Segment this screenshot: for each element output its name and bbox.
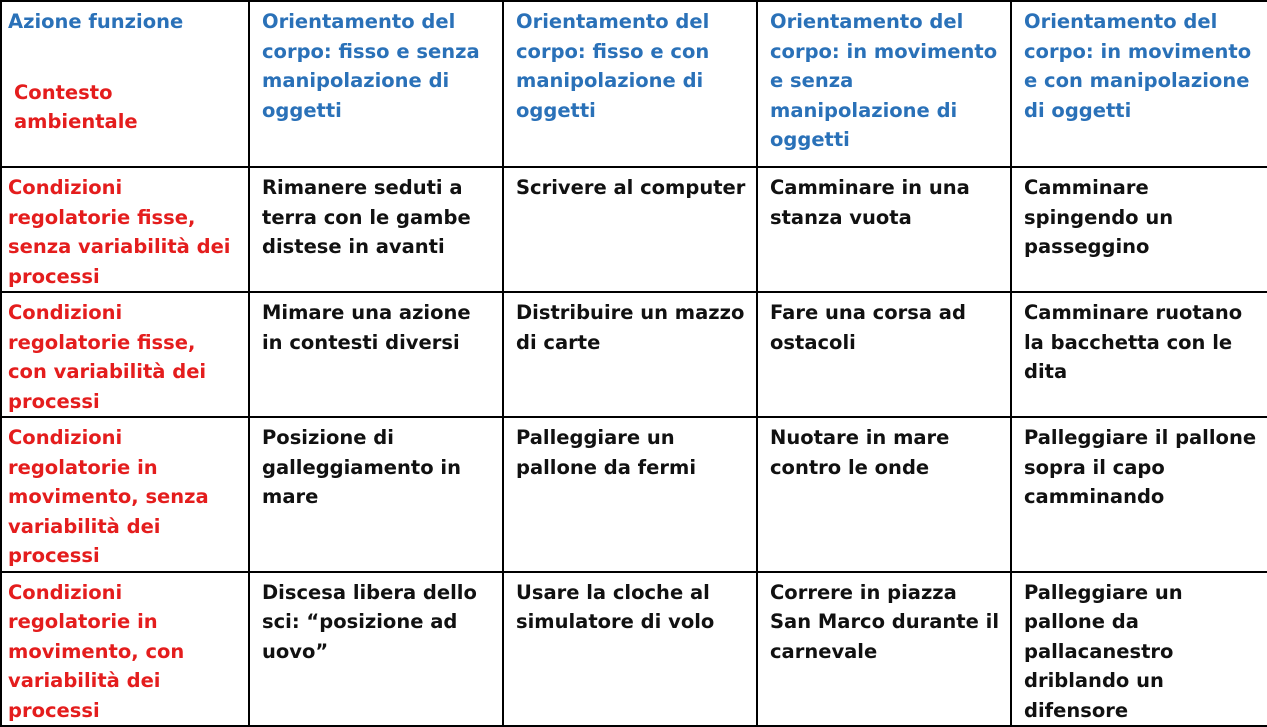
- row-header: Condizioni regolatorie fisse, senza variabilità dei processi: [1, 167, 249, 292]
- environmental-context-label: Contesto ambientale: [14, 80, 138, 133]
- table-cell: Fare una corsa ad ostacoli: [757, 292, 1011, 417]
- table-cell: Discesa libera dello sci: “posizione ad uovo”: [249, 572, 503, 727]
- corner-cell: [1, 1, 249, 167]
- table-cell: Rimanere seduti a terra con le gambe distese in avanti: [249, 167, 503, 292]
- table-cell: Correre in piazza San Marco durante il carnevale: [757, 572, 1011, 727]
- table-row: [1, 572, 1267, 727]
- table-cell: Camminare spingendo un passeggino: [1011, 167, 1267, 292]
- table-cell: Palleggiare un pallone da pallacanestro driblando un difensore: [1011, 572, 1267, 727]
- table-cell: Mimare una azione in contesti diversi: [249, 292, 503, 417]
- table-row: [1, 167, 1267, 292]
- row-header: Condizioni regolatorie fisse, con variabilità dei processi: [1, 292, 249, 417]
- table-cell: Palleggiare il pallone sopra il capo camminando: [1011, 417, 1267, 572]
- table-cell: Nuotare in mare contro le onde: [757, 417, 1011, 572]
- table-row: [1, 292, 1267, 417]
- action-function-label: Azione funzione: [8, 10, 184, 33]
- row-header: Condizioni regolatorie in movimento, senza variabilità dei processi: [1, 417, 249, 572]
- header-row: [1, 1, 1267, 167]
- column-header-moving-with-manipulation: Orientamento del corpo: in movimento e con manipolazione di oggetti: [1011, 1, 1267, 167]
- table-cell: Camminare in una stanza vuota: [757, 167, 1011, 292]
- table-cell: Distribuire un mazzo di carte: [503, 292, 757, 417]
- column-header-moving-no-manipulation: Orientamento del corpo: in movimento e senza manipolazione di oggetti: [757, 1, 1011, 167]
- column-header-fixed-no-manipulation: Orientamento del corpo: fisso e senza manipolazione di oggetti: [249, 1, 503, 167]
- table-cell: Scrivere al computer: [503, 167, 757, 292]
- table-cell: Posizione di galleggiamento in mare: [249, 417, 503, 572]
- column-header-fixed-with-manipulation: Orientamento del corpo: fisso e con manipolazione di oggetti: [503, 1, 757, 167]
- table-cell: Usare la cloche al simulatore di volo: [503, 572, 757, 727]
- row-header: Condizioni regolatorie in movimento, con variabilità dei processi: [1, 572, 249, 727]
- table-row: [1, 417, 1267, 572]
- table-cell: Palleggiare un pallone da fermi: [503, 417, 757, 572]
- table-cell: Camminare ruotano la bacchetta con le dita: [1011, 292, 1267, 417]
